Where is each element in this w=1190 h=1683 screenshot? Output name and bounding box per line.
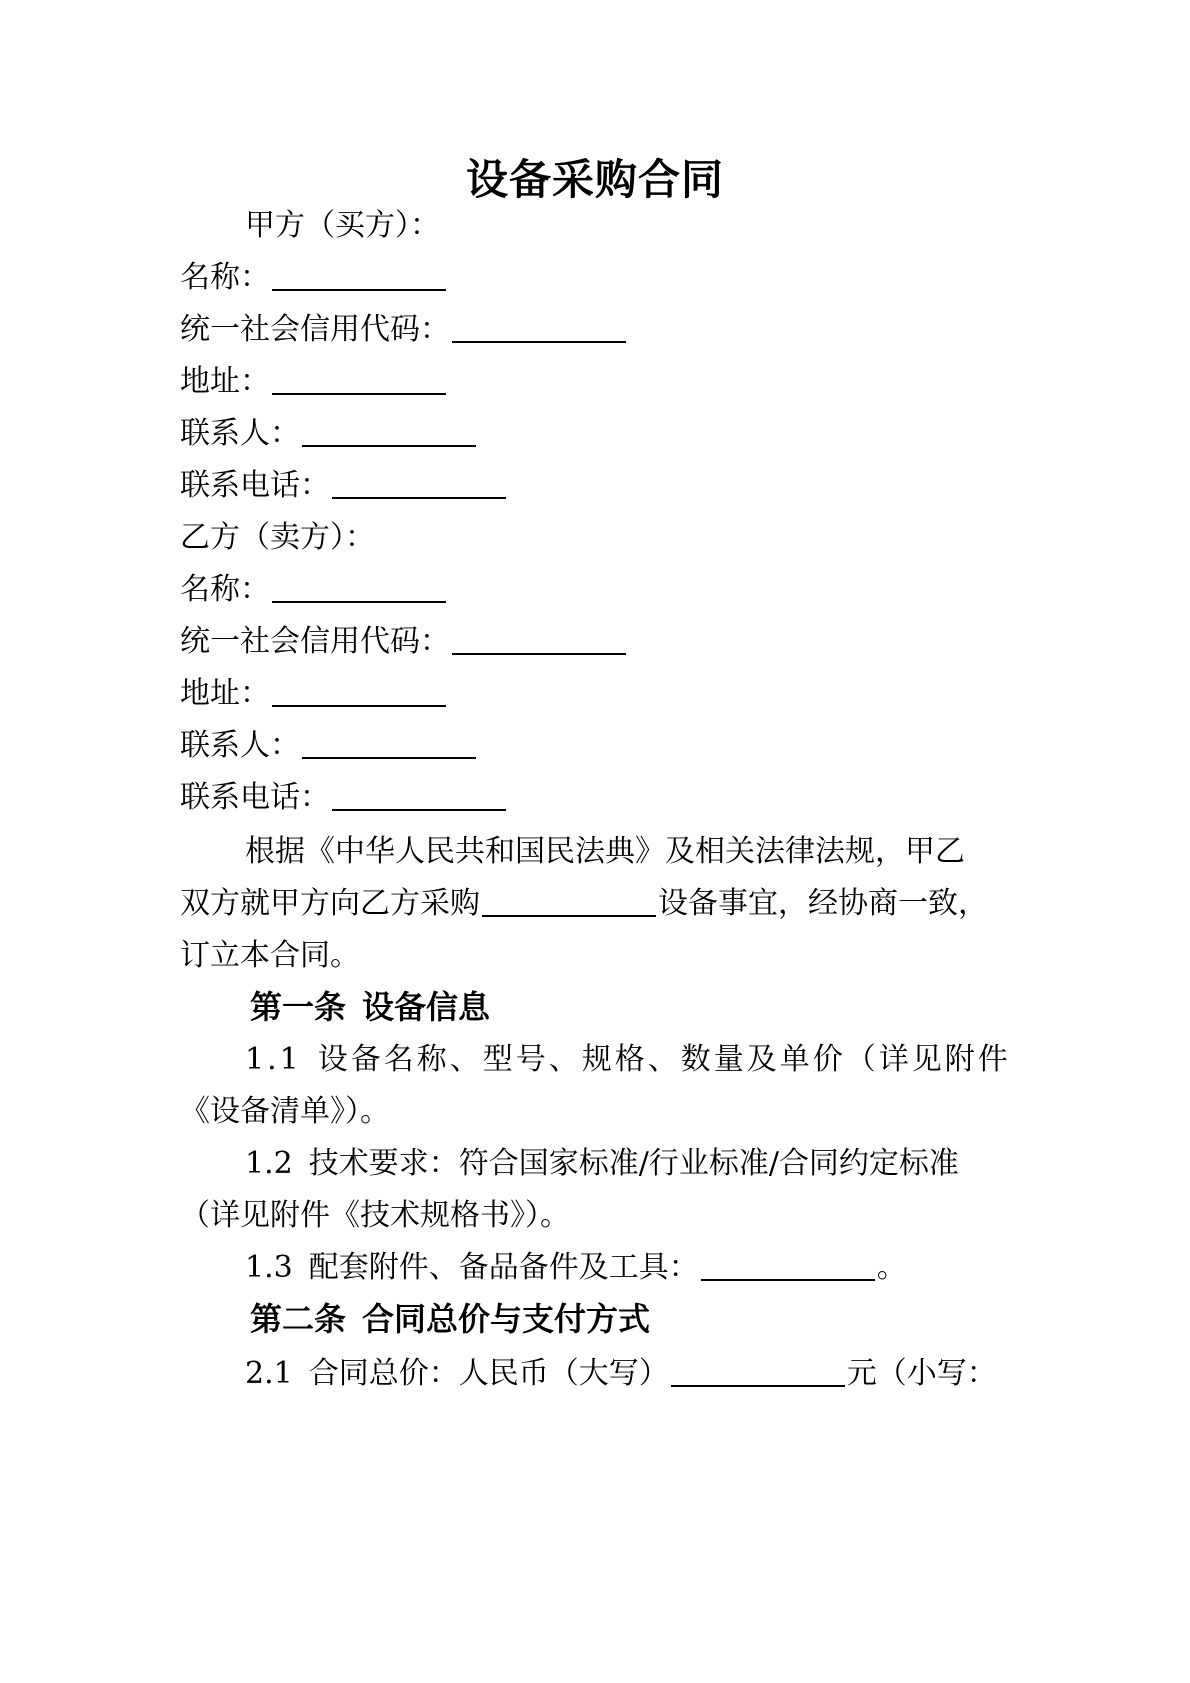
party-a-address-label: 地址： <box>180 364 270 399</box>
party-a-credit-code-blank[interactable] <box>452 311 626 343</box>
party-a-heading: 甲方（买方）： <box>245 208 440 243</box>
party-a-name-label: 名称： <box>180 260 270 295</box>
party-a-phone-blank[interactable] <box>332 467 506 499</box>
equipment-type-blank[interactable] <box>482 885 656 917</box>
clause-1-3-text: 配套附件、备品备件及工具： <box>308 1250 699 1285</box>
party-b-address-row <box>180 672 448 716</box>
party-b-name-label: 名称： <box>180 572 270 607</box>
party-b-name-blank[interactable] <box>272 571 446 603</box>
accessories-blank[interactable] <box>701 1249 875 1281</box>
party-b-phone-blank[interactable] <box>332 779 506 811</box>
party-b-heading: 乙方（卖方）： <box>180 520 375 555</box>
total-price-uppercase-blank[interactable] <box>671 1355 845 1387</box>
clause-1-1-line-1 <box>245 1038 1011 1082</box>
preamble-line-3: 订立本合同。 <box>180 938 360 973</box>
article-2-number: 第二条 <box>250 1300 347 1338</box>
party-a-phone-label: 联系电话： <box>180 468 330 503</box>
clause-2-1 <box>245 1352 997 1396</box>
party-a-contact-label: 联系人： <box>180 416 300 451</box>
clause-1-3-end: 。 <box>876 1250 907 1285</box>
article-2-heading <box>250 1296 650 1342</box>
party-b-address-blank[interactable] <box>272 675 446 707</box>
party-a-name-row <box>180 256 448 300</box>
preamble-line-2-start: 双方就甲方向乙方采购 <box>180 886 480 921</box>
article-1-number: 第一条 <box>250 988 347 1026</box>
party-a-name-blank[interactable] <box>272 259 446 291</box>
party-a-address-blank[interactable] <box>272 363 446 395</box>
party-a-credit-code-label: 统一社会信用代码： <box>180 312 450 347</box>
article-2-title: 合同总价与支付方式 <box>362 1300 651 1338</box>
party-a-phone-row <box>180 464 508 508</box>
party-b-contact-label: 联系人： <box>180 728 300 763</box>
clause-1-1-line-2: 《设备清单》）。 <box>180 1094 390 1129</box>
party-b-credit-code-label: 统一社会信用代码： <box>180 624 450 659</box>
party-a-contact-row <box>180 412 478 456</box>
clause-1-2-number: 1.2 <box>245 1146 293 1181</box>
preamble-line-2 <box>180 882 988 926</box>
clause-1-1-text: 设备名称、型号、规格、数量及单价（详见附件 <box>317 1042 1011 1077</box>
clause-1-2-text: 技术要求：符合国家标准/行业标准/合同约定标准 <box>308 1146 959 1181</box>
clause-2-1-number: 2.1 <box>245 1356 293 1391</box>
clause-1-3-number: 1.3 <box>245 1250 293 1285</box>
party-a-credit-code-row <box>180 308 628 352</box>
party-b-contact-row <box>180 724 478 768</box>
clause-2-1-end: 元（小写： <box>846 1356 997 1391</box>
document-title: 设备采购合同 <box>465 155 724 204</box>
article-1-heading <box>250 984 490 1030</box>
clause-2-1-text: 合同总价：人民币（大写） <box>308 1356 669 1391</box>
clause-1-2-line-1 <box>245 1142 959 1186</box>
article-1-title: 设备信息 <box>362 988 491 1026</box>
preamble-line-1: 根据《中华人民共和国民法典》及相关法律法规，甲乙 <box>245 834 965 869</box>
party-b-phone-label: 联系电话： <box>180 780 330 815</box>
preamble-line-2-end: 设备事宜，经协商一致， <box>658 886 988 921</box>
clause-1-2-line-2: （详见附件《技术规格书》）。 <box>180 1198 570 1233</box>
clause-1-1-number: 1.1 <box>245 1042 302 1077</box>
party-b-credit-code-blank[interactable] <box>452 623 626 655</box>
party-b-phone-row <box>180 776 508 820</box>
party-a-address-row <box>180 360 448 404</box>
party-b-name-row <box>180 568 448 612</box>
clause-1-3 <box>245 1246 907 1290</box>
party-a-contact-blank[interactable] <box>302 415 476 447</box>
party-b-contact-blank[interactable] <box>302 727 476 759</box>
party-b-credit-code-row <box>180 620 628 664</box>
party-b-address-label: 地址： <box>180 676 270 711</box>
